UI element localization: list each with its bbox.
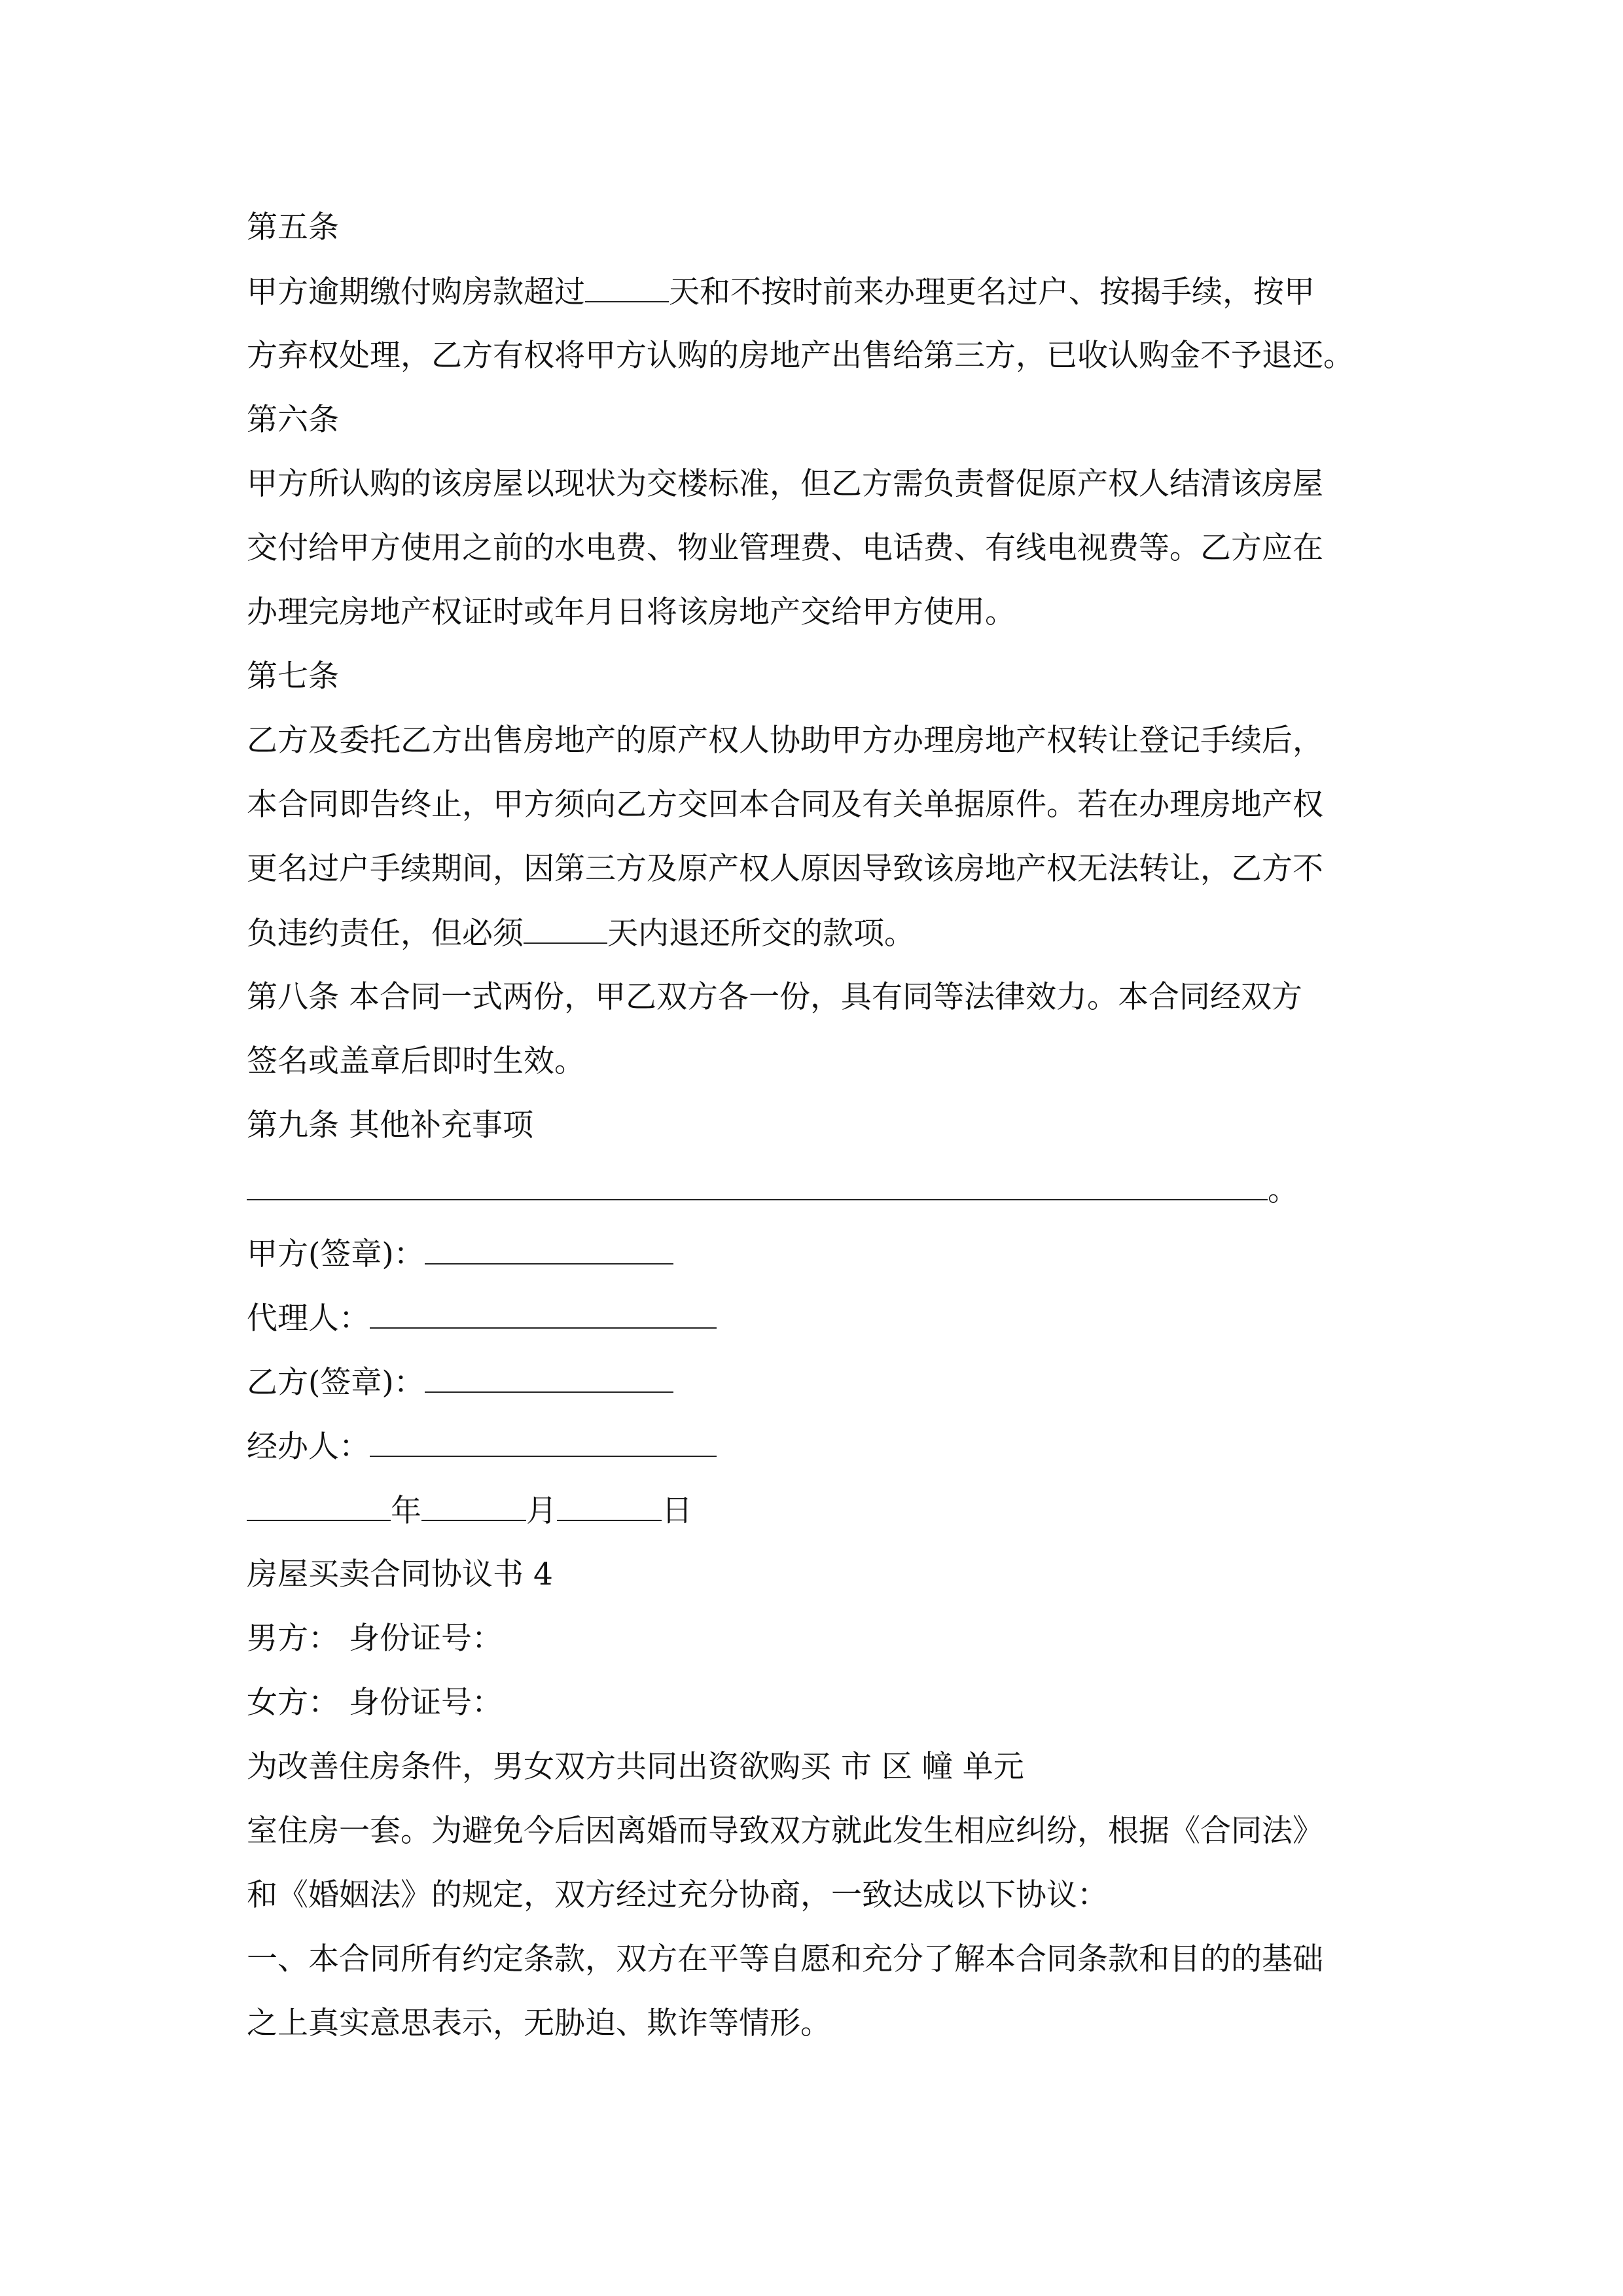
party-a-signature-line: 甲方(签章)： [247, 1234, 673, 1274]
party-b-signature-blank[interactable] [425, 1363, 673, 1393]
article-7-line-4: 负违约责任，但必须 天内退还所交的款项。 [247, 914, 915, 953]
month-blank[interactable] [421, 1491, 526, 1521]
article-8-line-2: 签名或盖章后即时生效。 [247, 1043, 585, 1079]
preamble-line-3: 和《婚姻法》的规定，双方经过充分协商，一致达成以下协议： [247, 1877, 1108, 1913]
article-7-line-3: 更名过户手续期间，因第三方及原产权人原因导致该房地产权无法转让，乙方不 [247, 851, 1323, 887]
days-blank[interactable] [585, 272, 669, 302]
agent-signature-blank[interactable] [370, 1299, 717, 1329]
article-7-line-1: 乙方及委托乙方出售房地产的原产权人协助甲方办理房地产权转让登记手续后， [247, 723, 1323, 759]
article-5-heading: 第五条 [247, 209, 339, 245]
preamble-line-2: 室住房一套。为避免今后因离婚而导致双方就此发生相应纠纷，根据《合同法》 [247, 1813, 1323, 1849]
article-6-line-1: 甲方所认购的该房屋以现状为交楼标准，但乙方需负责督促原产权人结清该房屋 [247, 466, 1323, 502]
preamble-line-1: 为改善住房条件，男女双方共同出资欲购买 市 区 幢 单元 [247, 1749, 1024, 1785]
article-8-line-1: 第八条 本合同一式两份，甲乙双方各一份，具有同等法律效力。本合同经双方 [247, 979, 1302, 1015]
article-6-heading: 第六条 [247, 402, 339, 438]
clause-1-line-1: 一、本合同所有约定条款，双方在平等自愿和充分了解本合同条款和目的的基础 [247, 1941, 1323, 1977]
agent-signature-line: 代理人： [247, 1299, 717, 1338]
article-9-heading: 第九条 其他补充事项 [247, 1107, 533, 1143]
handler-signature-blank[interactable] [370, 1427, 717, 1457]
article-6-line-2: 交付给甲方使用之前的水电费、物业管理费、电话费、有线电视费等。乙方应在 [247, 530, 1323, 566]
article-6-line-3: 办理完房地产权证时或年月日将该房地产交给甲方使用。 [247, 594, 1016, 630]
date-line: 年 月 日 [247, 1491, 692, 1530]
female-party-line: 女方： 身份证号： [247, 1685, 503, 1721]
party-b-signature-line: 乙方(签章)： [247, 1363, 673, 1402]
year-blank[interactable] [247, 1491, 391, 1521]
article-7-heading: 第七条 [247, 658, 339, 694]
supplementary-blank[interactable] [247, 1170, 1268, 1200]
clause-1-line-2: 之上真实意思表示，无胁迫、欺诈等情形。 [247, 2005, 831, 2041]
male-party-line: 男方： 身份证号： [247, 1621, 503, 1657]
article-7-line-2: 本合同即告终止，甲方须向乙方交回本合同及有关单据原件。若在办理房地产权 [247, 787, 1323, 823]
day-blank[interactable] [557, 1491, 662, 1521]
refund-days-blank[interactable] [524, 914, 607, 944]
article-5-line-1: 甲方逾期缴付购房款超过 天和不按时前来办理更名过户、按揭手续，按甲 [247, 272, 1315, 312]
party-a-signature-blank[interactable] [425, 1234, 673, 1265]
article-5-line-2: 方弃权处理，乙方有权将甲方认购的房地产出售给第三方，已收认购金不予退还。 [247, 338, 1354, 374]
agreement-4-title: 房屋买卖合同协议书 4 [247, 1556, 553, 1592]
handler-signature-line: 经办人： [247, 1427, 717, 1466]
supplementary-line: 。 [247, 1170, 1298, 1210]
